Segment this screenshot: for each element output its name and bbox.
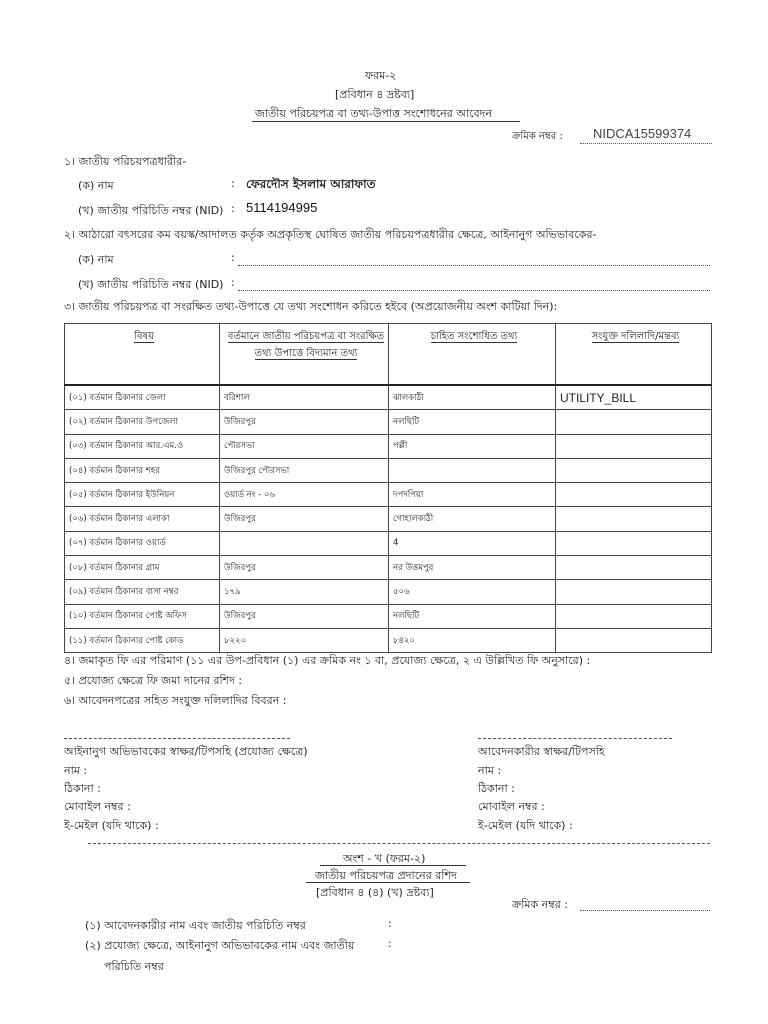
current-value-cell: পৌরসভা: [220, 434, 389, 458]
holder-name-value: ফেরদৌস ইসলাম আরাফাত: [246, 177, 376, 191]
field-name-cell: (০৩) বর্তমান ঠিকানার আর.এম.ও: [65, 434, 220, 458]
field-name-cell: (১০) বর্তমান ঠিকানার পোষ্ট অফিস: [65, 604, 220, 628]
table-row: [65, 580, 712, 604]
part-b-title: জাতীয় পরিচয়পত্র প্রদানের রশিদ: [315, 869, 457, 882]
requested-value-cell: পল্লী: [389, 434, 556, 458]
guardian-sign-email: ই-মেইল (যদি থাকে) :: [64, 819, 159, 832]
colon: :: [231, 251, 235, 264]
applicant-signature-title: আবেদনকারীর স্বাক্ষর/টিপসহি: [478, 745, 605, 758]
current-value-cell: উজিরপুর: [220, 410, 389, 434]
field-name-cell: (০১) বর্তমান ঠিকানার জেলা: [65, 385, 220, 410]
part-b-heading-underline: [320, 865, 466, 866]
holder-name-label: (ক) নাম: [78, 179, 114, 192]
field-name-cell: (০৬) বর্তমান ঠিকানার এলাকা: [65, 507, 220, 531]
table-row: [65, 531, 712, 555]
column-header: সংযুক্ত দলিলাদি/মন্তব্য: [556, 324, 712, 386]
table-row: [65, 628, 712, 652]
attachment-cell: [556, 531, 712, 555]
column-header: বিষয়: [65, 324, 220, 386]
serial-dotted-line: [580, 143, 712, 144]
field-name-cell: (০৯) বর্তমান ঠিকানার বাসা নম্বর: [65, 580, 220, 604]
field-name-cell: (০৫) বর্তমান ঠিকানার ইউনিয়ন: [65, 483, 220, 507]
current-value-cell: উজিরপুর: [220, 604, 389, 628]
current-value-cell: ১৭৯: [220, 580, 389, 604]
cut-line: [88, 843, 710, 844]
current-value-cell: বরিশাল: [220, 385, 389, 410]
guardian-nid-label: (খ) জাতীয় পরিচিতি নম্বর (NID): [78, 278, 224, 291]
current-value-cell: ৮২২০: [220, 628, 389, 652]
colon: :: [231, 202, 235, 215]
colon: :: [388, 937, 392, 950]
applicant-signature-line[interactable]: [478, 738, 672, 739]
attachment-cell: [556, 580, 712, 604]
colon: :: [388, 917, 392, 930]
guardian-sign-address: ঠিকানা :: [64, 782, 101, 795]
section3-heading: ৩। জাতীয় পরিচয়পত্র বা সংরক্ষিত তথ্য-উপাত্তে যে তথ্য সংশোধন করিতে হইবে (অপ্রয়োজনীয় অংশ কাটিয়া দিন):: [64, 300, 558, 313]
colon: :: [231, 276, 235, 289]
attachment-cell: [556, 604, 712, 628]
title-underline: [252, 121, 520, 122]
requested-value-cell: ৫০৬: [389, 580, 556, 604]
attachment-cell: [556, 434, 712, 458]
applicant-sign-name: নাম :: [478, 764, 502, 777]
section2-heading: ২। আঠারো বৎসরের কম বয়স্ক/আদালত কর্তৃক অপ্রকৃতিস্থ ঘোষিত জাতীয় পরিচয়পত্রধারীর ক্ষেত্রে, আইনানুগ অভিভাবকের-: [64, 228, 597, 241]
attachment-cell: [556, 458, 712, 482]
guardian-name-label: (ক) নাম: [78, 253, 114, 266]
guardian-nid-field[interactable]: [238, 290, 710, 291]
table-row: [65, 604, 712, 628]
table-row: [65, 483, 712, 507]
current-value-cell: উজিরপুর: [220, 556, 389, 580]
form-number: ফরম-২: [365, 69, 397, 82]
section5-receipt: ৫। প্রযোজ্য ক্ষেত্রে ফি জমা দানের রশিদ :: [64, 674, 243, 687]
field-name-cell: (০২) বর্তমান ঠিকানার উপজেলা: [65, 410, 220, 434]
attachment-cell: [556, 410, 712, 434]
guardian-name-field[interactable]: [238, 265, 710, 266]
guardian-sign-mobile: মোবাইল নম্বর :: [64, 800, 131, 813]
section6-attachments: ৬। আবেদনপত্রের সহিত সংযুক্ত দলিলাদির বিবরন :: [64, 694, 287, 707]
column-header: চাহিত সংশোধিত তথ্য: [389, 324, 556, 386]
applicant-sign-email: ই-মেইল (যদি থাকে) :: [478, 819, 573, 832]
attachment-cell: UTILITY_BILL: [556, 385, 712, 410]
table-row: [65, 410, 712, 434]
part-b-heading: অংশ - খ (ফরম-২): [343, 852, 426, 865]
attachment-cell: [556, 483, 712, 507]
requested-value-cell: নলছিটি: [389, 604, 556, 628]
table-row: [65, 556, 712, 580]
requested-value-cell: নলছিটি: [389, 410, 556, 434]
holder-nid-label: (খ) জাতীয় পরিচিতি নম্বর (NID): [78, 204, 224, 217]
requested-value-cell: ৮৪২০: [389, 628, 556, 652]
applicant-sign-mobile: মোবাইল নম্বর :: [478, 800, 545, 813]
current-value-cell: ওয়ার্ড নং - ০৬: [220, 483, 389, 507]
field-name-cell: (০৮) বর্তমান ঠিকানার গ্রাম: [65, 556, 220, 580]
requested-value-cell: নর উত্তমপুর: [389, 556, 556, 580]
guardian-signature-line[interactable]: [64, 738, 290, 739]
applicant-sign-address: ঠিকানা :: [478, 782, 515, 795]
section4-fee: ৪। জমাকৃত ফি এর পরিমাণ (১১ এর উপ-প্রবিধান (১) এর ক্রমিক নং ১ বা, প্রযোজ্য ক্ষেত্রে, ২ এ উল্লিখিত ফি অনুসারে) :: [64, 654, 591, 667]
holder-nid-value: 5114194995: [246, 200, 318, 215]
part-b-rule-reference: [প্রবিধান ৪ (৪) (খ) দ্রষ্টব্য]: [316, 886, 434, 899]
colon: :: [231, 177, 235, 190]
current-value-cell: উজিরপুর পৌরসভা: [220, 458, 389, 482]
attachment-cell: [556, 507, 712, 531]
requested-value-cell: দপদপিয়া: [389, 483, 556, 507]
section1-heading: ১। জাতীয় পরিচয়পত্রধারীর-: [64, 155, 187, 168]
serial-label: ক্রমিক নম্বর :: [512, 131, 563, 142]
receipt-item-guardian-cont: পরিচিতি নম্বর: [104, 960, 164, 973]
serial-value: NIDCA15599374: [593, 126, 692, 141]
attachment-cell: [556, 556, 712, 580]
attachment-cell: [556, 628, 712, 652]
part-b-title-underline: [306, 882, 470, 883]
requested-value-cell: ঝালকাঠী: [389, 385, 556, 410]
part-b-serial-field[interactable]: [580, 910, 710, 911]
guardian-signature-title: আইনানুগ অভিভাবকের স্বাক্ষর/টিপসহি (প্রযোজ্য ক্ষেত্রে): [64, 745, 308, 758]
field-name-cell: (১১) বর্তমান ঠিকানার পোষ্ট কোড: [65, 628, 220, 652]
requested-value-cell: গোহালকাঠী: [389, 507, 556, 531]
field-name-cell: (০৭) বর্তমান ঠিকানার ওয়ার্ড: [65, 531, 220, 555]
part-b-serial-label: ক্রমিক নম্বর :: [512, 898, 568, 911]
requested-value-cell: [389, 458, 556, 482]
requested-value-cell: 4: [389, 531, 556, 555]
current-value-cell: [220, 531, 389, 555]
table-row: [65, 458, 712, 482]
receipt-item-applicant: (১) আবেদনকারীর নাম এবং জাতীয় পরিচিতি নম্বর: [85, 919, 306, 932]
table-row: [65, 434, 712, 458]
rule-reference: [প্রবিধান ৪ দ্রষ্টব্য]: [335, 88, 415, 101]
guardian-sign-name: নাম :: [64, 764, 88, 777]
table-header-row: [65, 324, 712, 386]
receipt-item-guardian: (২) প্রযোজ্য ক্ষেত্রে, আইনানুগ অভিভাবকের নাম এবং জাতীয়: [85, 939, 355, 952]
form-title: জাতীয় পরিচয়পত্র বা তথ্য-উপাত্ত সংশোধনের আবেদন: [255, 107, 493, 120]
current-value-cell: উজিরপুর: [220, 507, 389, 531]
table-row: [65, 385, 712, 410]
field-name-cell: (০৪) বর্তমান ঠিকানার শহর: [65, 458, 220, 482]
correction-table: [64, 323, 712, 653]
table-row: [65, 507, 712, 531]
column-header: বর্তমানে জাতীয় পরিচয়পত্র বা সংরক্ষিত তথ্য উপাত্তে বিদ্যমান তথ্য: [220, 324, 389, 386]
